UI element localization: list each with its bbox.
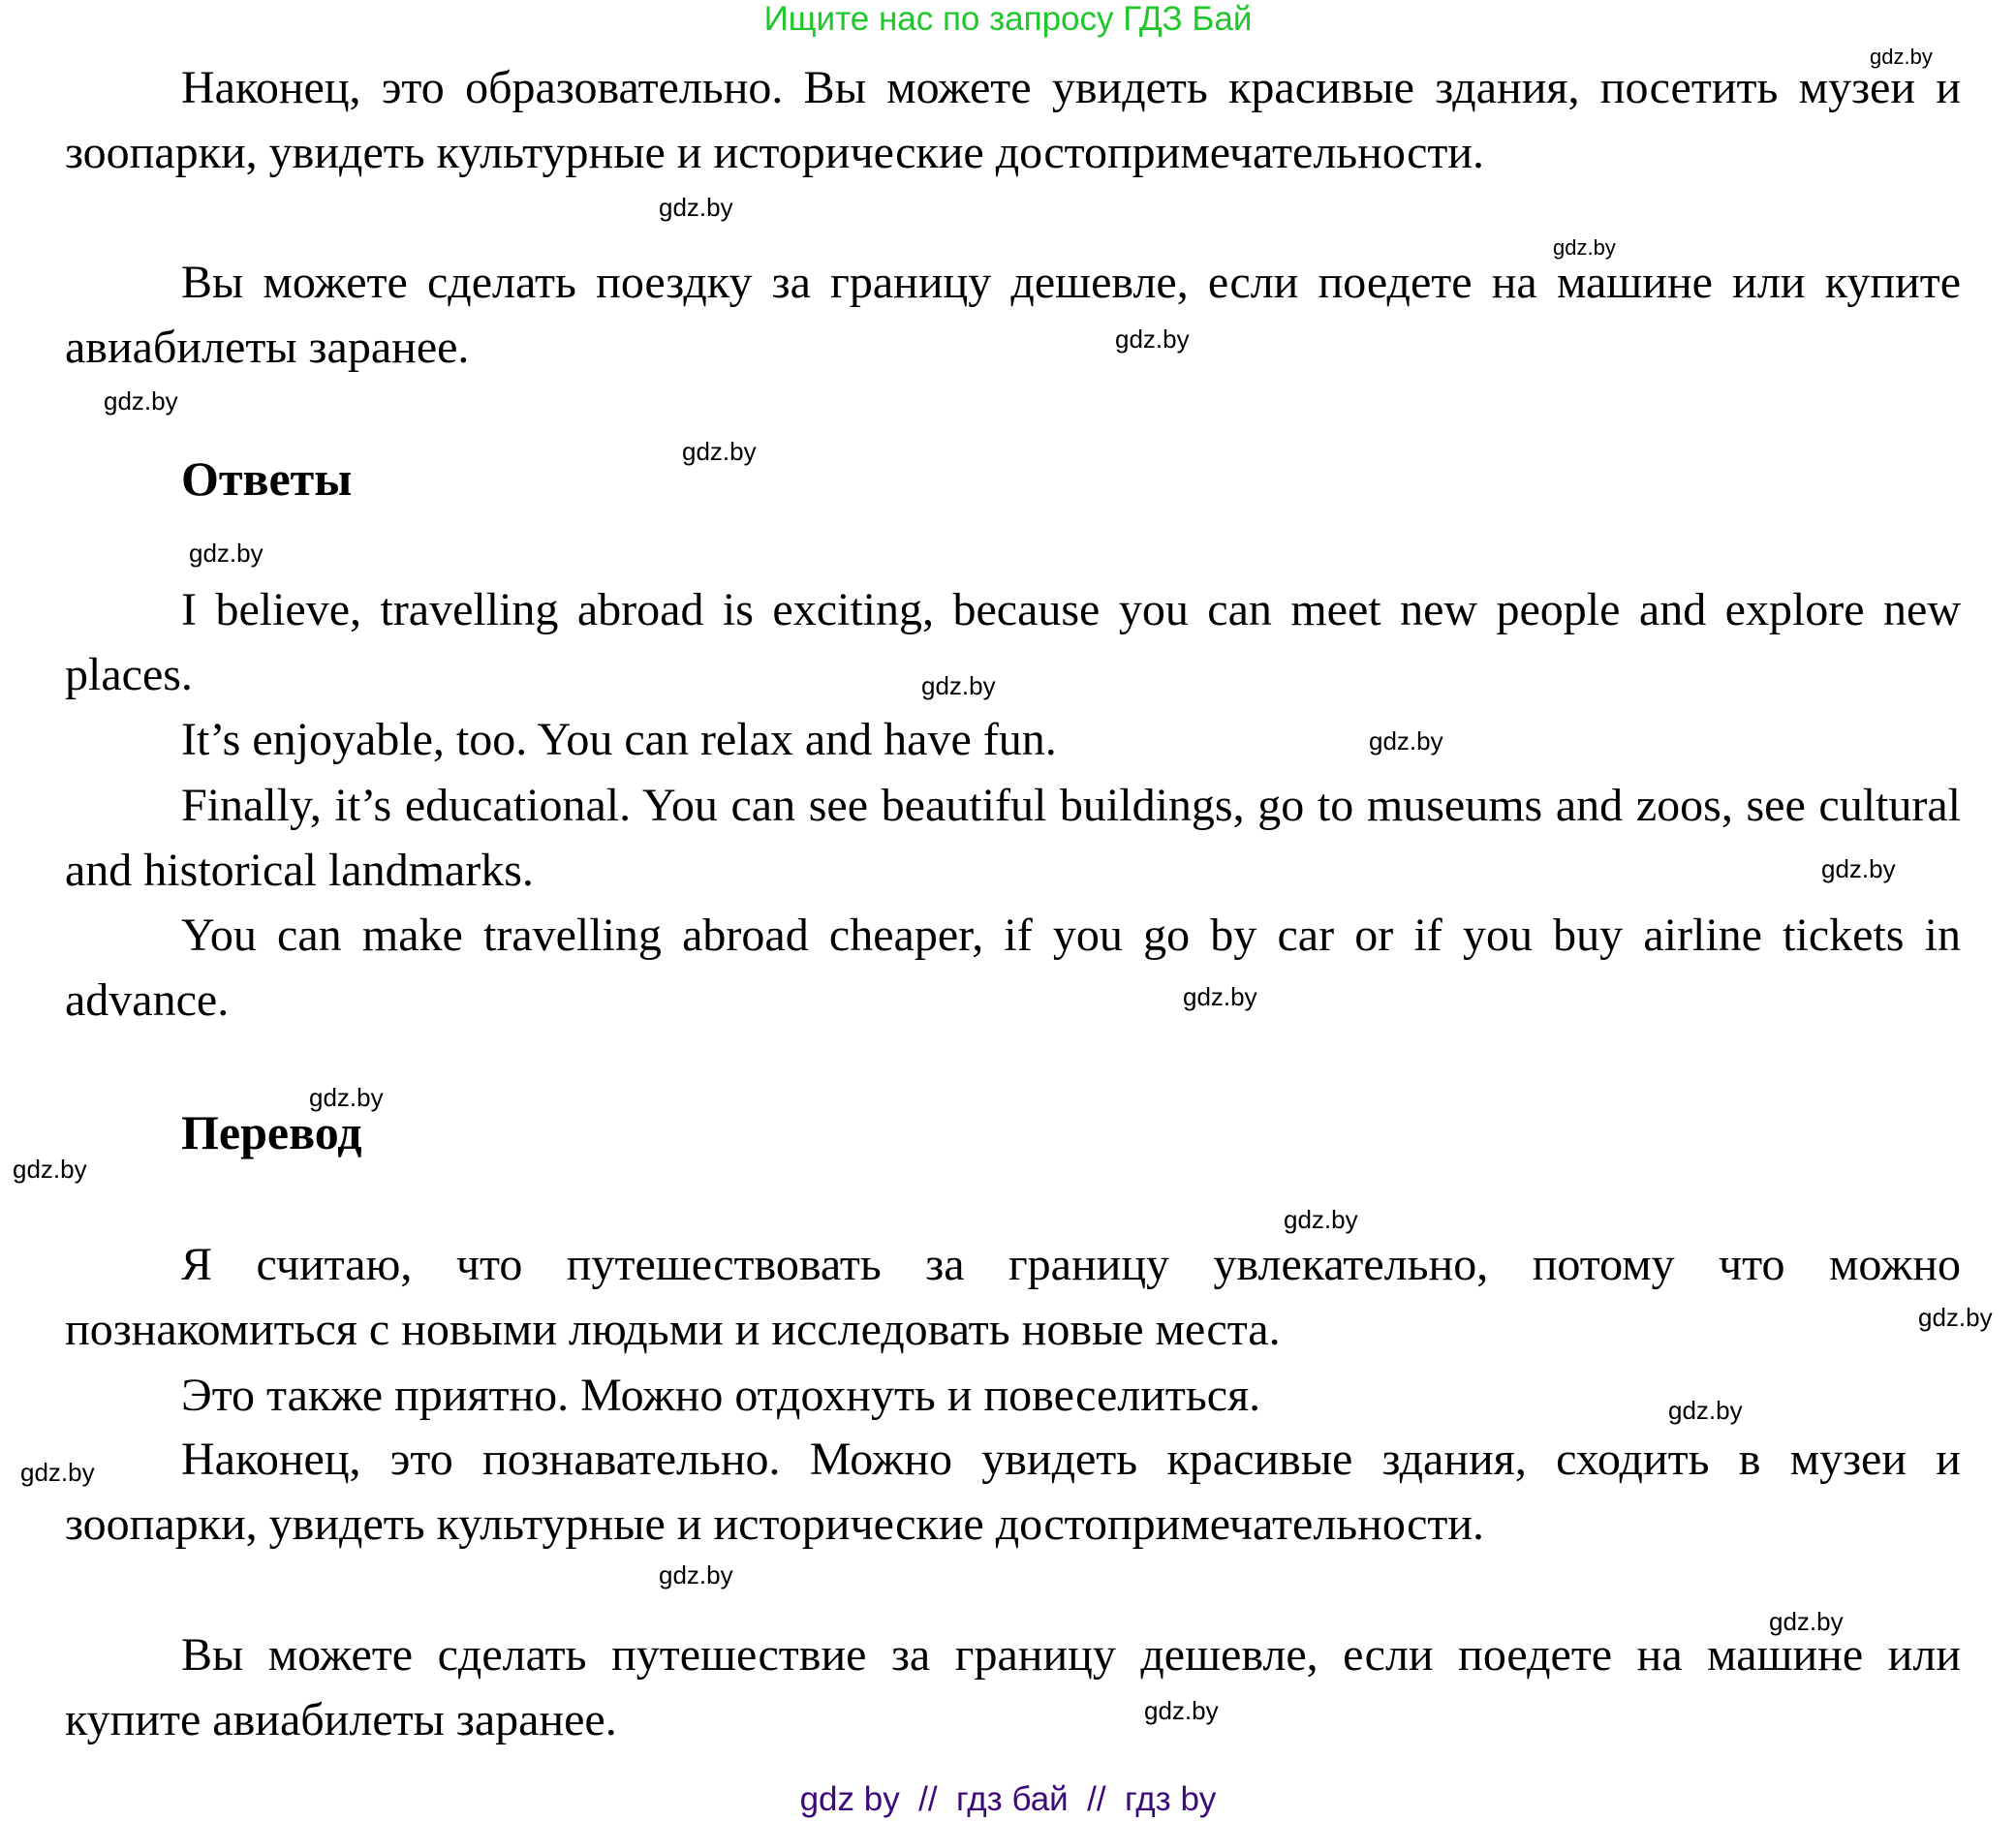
search-hint-banner: Ищите нас по запросу ГДЗ Бай: [763, 0, 1253, 38]
answer-paragraph: I believe, travelling abroad is exciting, because you can meet new people and explore new places.: [65, 584, 1961, 700]
watermark: gdz.by: [1284, 1205, 1358, 1234]
translation-paragraph: Вы можете сделать путешествие за границу дешевле, если поедете на машине или купите авиабилеты заранее.: [65, 1629, 1961, 1745]
watermark: gdz.by: [13, 1155, 87, 1184]
watermark: gdz.by: [1769, 1607, 1844, 1636]
answers-heading: Ответы: [181, 451, 353, 506]
watermark: gdz.by: [1918, 1303, 1993, 1332]
watermark: gdz.by: [659, 193, 733, 222]
watermark: gdz.by: [309, 1083, 384, 1112]
footer-links: gdz by // гдз бай // гдз by: [799, 1780, 1217, 1818]
watermark: gdz.by: [1115, 324, 1190, 354]
watermark: gdz.by: [1144, 1696, 1219, 1725]
watermark: gdz.by: [1870, 45, 1933, 69]
watermark: gdz.by: [921, 671, 996, 700]
watermark: gdz.by: [189, 539, 264, 568]
answer-paragraph: It’s enjoyable, too. You can relax and have fun.: [181, 714, 1057, 765]
watermark: gdz.by: [104, 386, 178, 416]
answer-paragraph: You can make travelling abroad cheaper, if you go by car or if you buy airline tickets in advance.: [65, 910, 1961, 1026]
watermark: gdz.by: [1668, 1396, 1743, 1425]
answer-paragraph: Finally, it’s educational. You can see beautiful buildings, go to museums and zoos, see cultural and historical landmarks.: [65, 780, 1961, 896]
watermark: gdz.by: [659, 1560, 733, 1590]
watermark: gdz.by: [20, 1458, 95, 1487]
translation-paragraph: Это также приятно. Можно отдохнуть и повеселиться.: [181, 1370, 1261, 1421]
watermark: gdz.by: [1369, 726, 1443, 756]
translation-heading: Перевод: [181, 1105, 362, 1159]
watermark: gdz.by: [682, 437, 757, 466]
translation-paragraph: Наконец, это познавательно. Можно увидеть красивые здания, сходить в музеи и зоопарки, увидеть культурные и исторические достопримечательности.: [65, 1434, 1961, 1550]
watermark: gdz.by: [1553, 235, 1616, 260]
paragraph: Наконец, это образовательно. Вы можете увидеть красивые здания, посетить музеи и зоопарки, увидеть культурные и исторические достопримечательности.: [65, 62, 1961, 178]
translation-paragraph: Я считаю, что путешествовать за границу увлекательно, потому что можно познакомиться с новыми людьми и исследовать новые места.: [65, 1239, 1961, 1355]
paragraph: Вы можете сделать поездку за границу дешевле, если поедете на машине или купите авиабилеты заранее.: [65, 257, 1961, 373]
watermark: gdz.by: [1821, 854, 1896, 883]
watermark: gdz.by: [1183, 982, 1257, 1011]
